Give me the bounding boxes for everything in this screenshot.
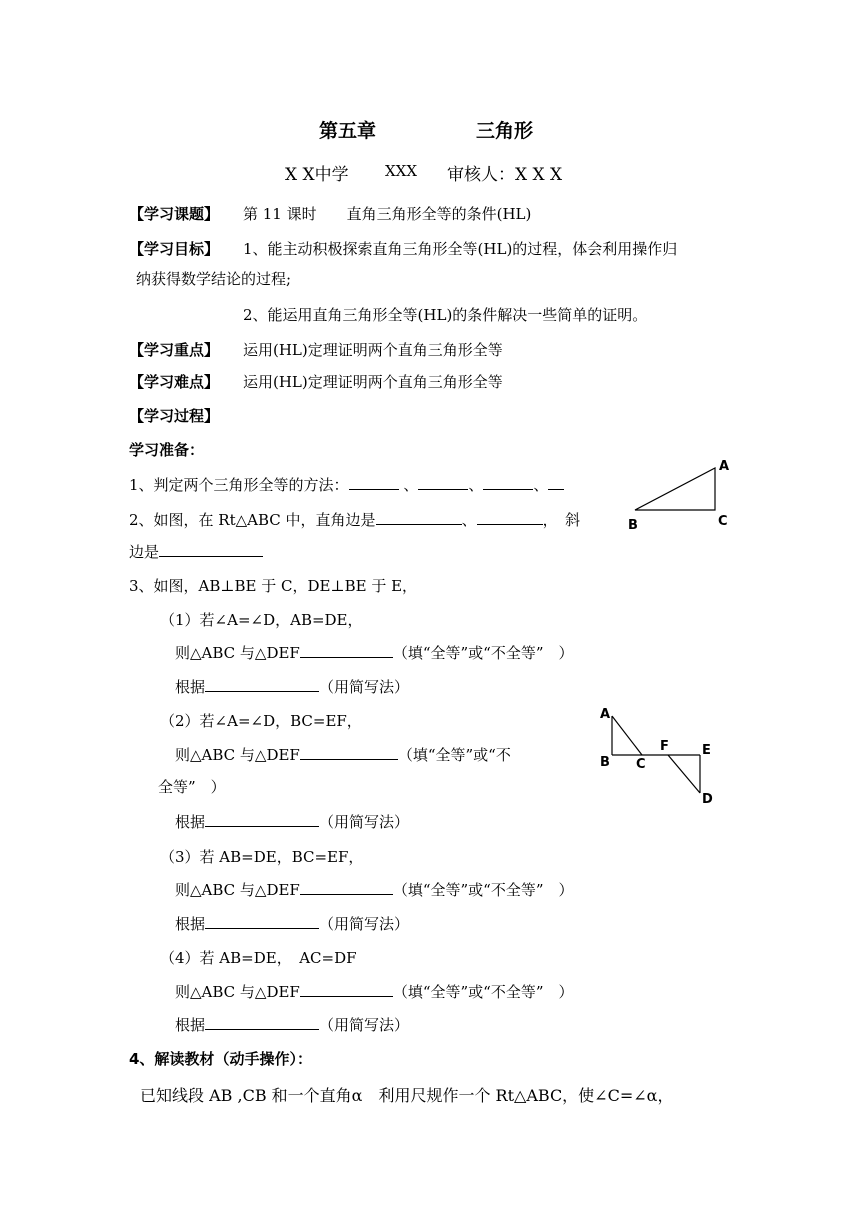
sub-1-fill-hint: （填“全等”或“不全等” ） — [392, 644, 574, 662]
sub-4-basis — [175, 1014, 409, 1035]
sub-2-fill-hint: （填“全等”或“不 — [397, 746, 511, 764]
sub-3-blank[interactable] — [300, 879, 393, 895]
q2-tail: ， 斜 — [542, 511, 581, 529]
sub-1-note: （用简写法） — [319, 678, 410, 696]
sub-3-basis — [175, 913, 409, 934]
goal-1-line-a: 1、能主动积极探索直角三角形全等(HL)的过程，体会利用操作归 — [243, 240, 678, 258]
fig2-label-d: D — [702, 792, 713, 807]
q2-text: 2、如图，在 Rt△ABC 中，直角边是 — [129, 511, 376, 529]
sub-1-basis — [175, 676, 409, 697]
sub-4-fill-hint: （填“全等”或“不全等” ） — [392, 983, 574, 1001]
q1-blank-4[interactable] — [548, 474, 564, 490]
prep-heading: 学习准备： — [129, 441, 205, 459]
sub-3-q-text: 则△ABC 与△DEF — [175, 881, 300, 899]
section-4-body: 已知线段 AB ,CB 和一个直角α 利用尺规作一个 Rt△ABC，使∠C=∠α， — [140, 1086, 674, 1105]
sub-1-q-text: 则△ABC 与△DEF — [175, 644, 300, 662]
author-name: XXX — [385, 162, 418, 180]
q2-blank-1[interactable] — [376, 509, 462, 525]
fig1-label-a: A — [719, 459, 730, 474]
triangle-abc-figure — [620, 450, 740, 535]
sub-2-basis-blank[interactable] — [205, 811, 319, 827]
triangles-abc-def-figure — [592, 698, 722, 813]
reviewer: 审核人：X X X — [447, 165, 563, 185]
sub-2-condition: （2）若∠A=∠D，BC=EF， — [160, 712, 362, 730]
sub-1-question — [175, 642, 574, 663]
q1-sep-2: 、 — [468, 476, 484, 494]
fig2-label-e: E — [702, 743, 711, 758]
difficulty-label: 【学习难点】 — [129, 373, 220, 391]
q1-blank-1[interactable] — [349, 474, 399, 490]
topic-value: 第 11 课时 直角三角形全等的条件(HL) — [243, 205, 532, 223]
sub-2-note: （用简写法） — [319, 813, 410, 831]
q1-text: 1、判定两个三角形全等的方法： — [129, 476, 349, 494]
sub-1-basis-blank[interactable] — [205, 676, 319, 692]
chapter-number: 第五章 — [319, 120, 377, 142]
triangle-abc — [635, 468, 715, 510]
sub-1-blank[interactable] — [300, 642, 393, 658]
chapter-title: 三角形 — [476, 120, 534, 142]
sub-1-condition: （1）若∠A=∠D，AB=DE， — [160, 611, 363, 629]
fig2-label-f: F — [660, 739, 669, 754]
process-label: 【学习过程】 — [129, 407, 220, 425]
sub-4-note: （用简写法） — [319, 1016, 410, 1034]
sub-4-question — [175, 981, 574, 1002]
fig2-label-c: C — [636, 757, 646, 772]
sub-4-condition: （4）若 AB=DE， AC=DF — [160, 949, 357, 967]
sub-2-q-text: 则△ABC 与△DEF — [175, 746, 300, 764]
sub-3-question — [175, 879, 574, 900]
sub-2-blank[interactable] — [300, 744, 398, 760]
goal-2: 2、能运用直角三角形全等(HL)的条件解决一些简单的证明。 — [243, 306, 648, 324]
key-value: 运用(HL)定理证明两个直角三角形全等 — [243, 341, 503, 359]
q1-sep-3: 、 — [533, 476, 549, 494]
q2-blank-3[interactable] — [159, 541, 263, 557]
q2-line2: 边是 — [129, 543, 160, 561]
sub-2-fill-hint-2: 全等” ） — [158, 778, 226, 796]
q2-blank-2[interactable] — [477, 509, 543, 525]
topic-label: 【学习课题】 — [129, 205, 220, 223]
question-2 — [129, 509, 580, 530]
fig1-label-c: C — [718, 514, 728, 529]
school-name: X X中学 — [285, 165, 349, 185]
sub-2-question — [175, 744, 511, 765]
sub-1-basis-label: 根据 — [175, 678, 206, 696]
sub-3-condition: （3）若 AB=DE，BC=EF， — [160, 848, 364, 866]
question-1 — [129, 474, 564, 495]
sub-2-basis-label: 根据 — [175, 813, 206, 831]
segment-ac — [612, 716, 642, 755]
key-label: 【学习重点】 — [129, 341, 220, 359]
sub-4-q-text: 则△ABC 与△DEF — [175, 983, 300, 1001]
fig2-label-a: A — [600, 707, 611, 722]
sub-3-fill-hint: （填“全等”或“不全等” ） — [392, 881, 574, 899]
sub-3-basis-label: 根据 — [175, 915, 206, 933]
q1-blank-3[interactable] — [483, 474, 533, 490]
sub-4-basis-blank[interactable] — [205, 1014, 319, 1030]
section-4-heading: 4、解读教材（动手操作）： — [129, 1050, 312, 1068]
fig2-label-b: B — [600, 755, 610, 770]
q2-sep: 、 — [461, 511, 477, 529]
goal-label: 【学习目标】 — [129, 240, 220, 258]
q1-blank-2[interactable] — [418, 474, 468, 490]
sub-3-basis-blank[interactable] — [205, 913, 319, 929]
sub-3-note: （用简写法） — [319, 915, 410, 933]
sub-4-basis-label: 根据 — [175, 1016, 206, 1034]
fig1-label-b: B — [628, 518, 638, 533]
sub-2-basis — [175, 811, 409, 832]
q1-sep-1: 、 — [403, 476, 419, 494]
goal-1-line-b: 纳获得数学结论的过程; — [136, 270, 292, 288]
question-3: 3、如图，AB⊥BE 于 C，DE⊥BE 于 E， — [129, 577, 418, 595]
segment-fd — [668, 755, 700, 793]
difficulty-value: 运用(HL)定理证明两个直角三角形全等 — [243, 373, 503, 391]
question-2-line-2 — [129, 541, 263, 562]
sub-4-blank[interactable] — [300, 981, 393, 997]
